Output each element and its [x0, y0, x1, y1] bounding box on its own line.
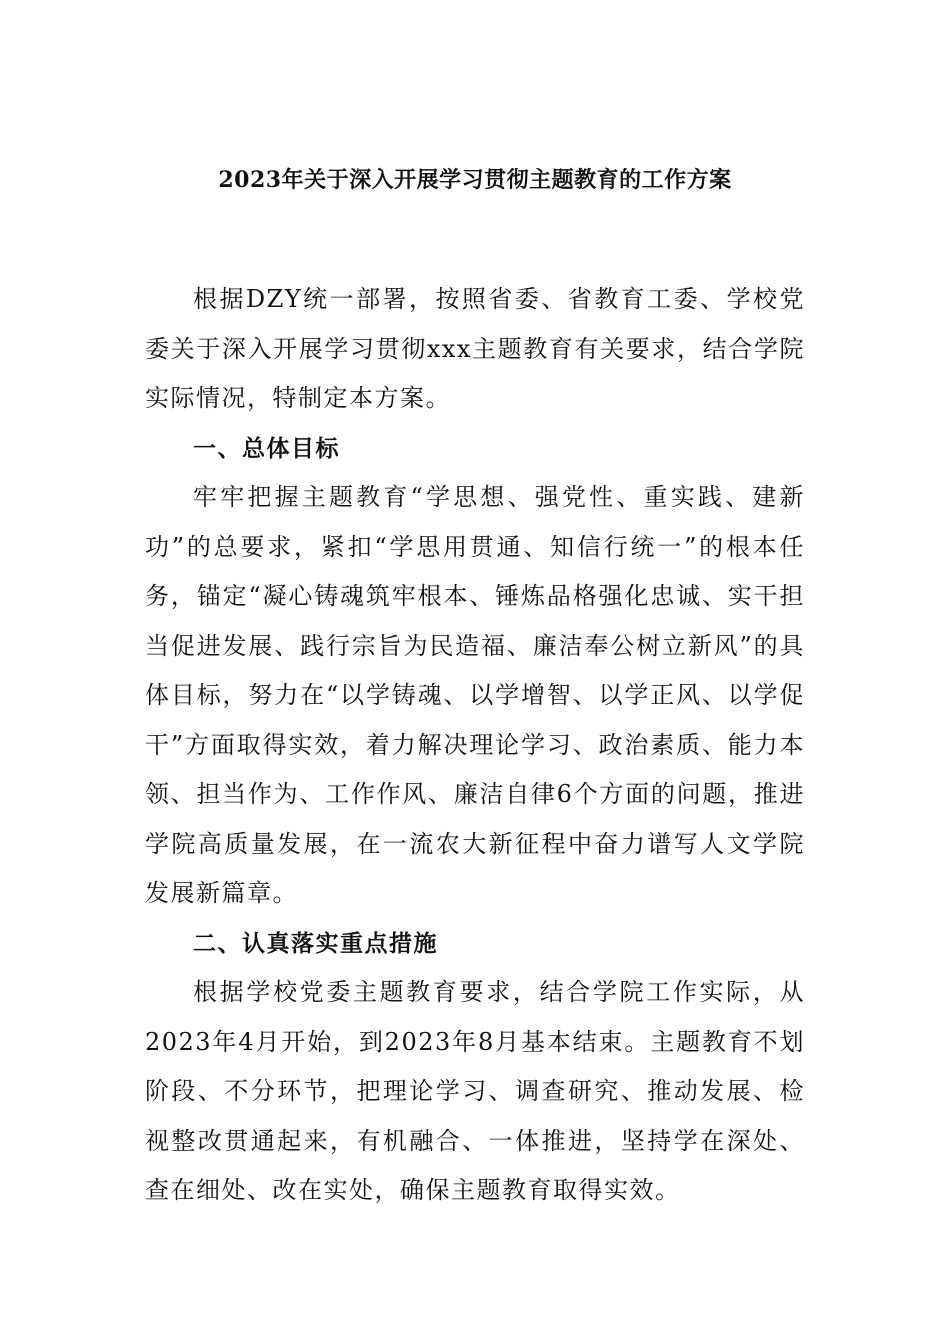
section-heading-key-measures: 二、认真落实重点措施 — [193, 929, 438, 957]
section-paragraph-overall-goals: 牢牢把握主题教育“学思想、强党性、重实践、建新功”的总要求，紧扣“学思用贯通、知信行统一”的根本任务，锚定“凝心铸魂筑牢根本、锤炼品格强化忠诚、实干担当促进发展、践行宗旨为民造福、廉洁奉公树立新风”的具体目标，努力在“以学铸魂、以学增智、以学正风、以学促干”方面取得实效，着力解决理论学习、政治素质、能力本领、担当作为、工作作风、廉洁自律6个方面的问题，推进学院高质量发展，在一流农大新征程中奋力谱写人文学院发展新篇章。 — [145, 483, 805, 907]
document-body — [145, 275, 805, 1216]
intro-paragraph: 根据DZY统一部署，按照省委、省教育工委、学校党委关于深入开展学习贯彻xxx主题教育有关要求，结合学院实际情况，特制定本方案。 — [145, 285, 805, 412]
section-paragraph-key-measures: 根据学校党委主题教育要求，结合学院工作实际，从2023年4月开始，到2023年8月基本结束。主题教育不划阶段、不分环节，把理论学习、调查研究、推动发展、检视整改贯通起来，有机融合、一体推进，坚持学在深处、查在细处、改在实处，确保主题教育取得实效。 — [145, 978, 805, 1204]
document-title: 2023年关于深入开展学习贯彻主题教育的工作方案 — [218, 167, 732, 193]
section-heading-overall-goals: 一、总体目标 — [193, 434, 340, 462]
